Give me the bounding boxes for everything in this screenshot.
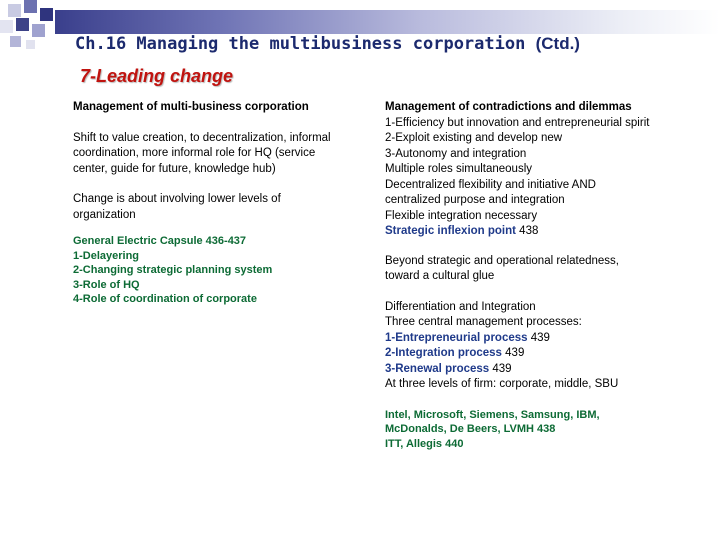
left-heading: Management of multi-business corporation xyxy=(73,101,309,113)
list-item: 4-Role of coordination of corporate xyxy=(73,293,257,305)
process-label: 2-Integration process xyxy=(385,347,502,359)
list-item: 3-Autonomy and integration xyxy=(385,147,527,160)
list-item: Flexible integration necessary xyxy=(385,209,538,222)
deco-square xyxy=(32,24,45,37)
deco-square xyxy=(40,8,53,21)
slide-title-text: Ch.16 Managing the multibusiness corporation xyxy=(75,34,526,54)
slide-title-suffix: (Ctd.) xyxy=(535,34,580,53)
deco-square xyxy=(10,36,21,47)
text-line: Change is about involving lower levels of xyxy=(73,193,281,205)
list-item: 1-Delayering xyxy=(73,249,140,262)
process-page: 439 xyxy=(489,362,512,375)
text-line: toward a cultural glue xyxy=(385,270,495,282)
process-item xyxy=(385,346,705,362)
text-line: organization xyxy=(73,208,136,221)
process-page: 439 xyxy=(527,331,550,344)
text-line: Beyond strategic and operational relatedness, xyxy=(385,254,619,267)
text-line: Differentiation and Integration xyxy=(385,300,536,313)
strategic-inflexion-page: 438 xyxy=(515,225,539,237)
slide-title xyxy=(75,34,580,54)
text-line: center, guide for future, knowledge hub) xyxy=(73,162,276,175)
strategic-inflexion-label: Strategic inflexion point xyxy=(385,225,516,237)
list-item: 1-Efficiency but innovation and entrepreneurial spirit xyxy=(385,116,650,129)
companies-list xyxy=(385,408,705,452)
left-paragraph-2 xyxy=(73,192,363,223)
list-item: 2-Exploit existing and develop new xyxy=(385,132,563,144)
left-paragraph-1 xyxy=(73,131,363,178)
list-item: General Electric Capsule 436-437 xyxy=(73,235,247,247)
processes-paragraph xyxy=(385,300,705,393)
list-item: 2-Changing strategic planning system xyxy=(73,264,273,276)
list-item: Multiple roles simultaneously xyxy=(385,163,533,175)
text-line: At three levels of firm: corporate, middle, SBU xyxy=(385,378,619,390)
list-item: Decentralized flexibility and initiative AND xyxy=(385,178,596,191)
process-label: 3-Renewal process xyxy=(385,362,490,375)
deco-square xyxy=(8,4,21,17)
text-line: coordination, more informal role for HQ (service xyxy=(73,147,316,159)
list-item: ITT, Allegis 440 xyxy=(385,437,464,450)
beyond-paragraph xyxy=(385,254,705,285)
process-item xyxy=(385,331,705,347)
deco-square xyxy=(16,18,29,31)
slide-subtitle: 7-Leading change xyxy=(80,66,234,86)
dilemmas-list xyxy=(385,116,705,240)
left-column xyxy=(73,100,363,307)
strategic-inflexion-line xyxy=(385,224,705,240)
deco-square xyxy=(0,20,13,33)
process-page: 439 xyxy=(501,347,525,359)
right-heading: Management of contradictions and dilemmas xyxy=(385,101,632,113)
text-line: Shift to value creation, to decentralization, informal xyxy=(73,131,331,144)
header-gradient-band xyxy=(55,10,720,34)
deco-square xyxy=(26,40,35,49)
process-label: 1-Entrepreneurial process xyxy=(385,331,528,344)
list-item: 3-Role of HQ xyxy=(73,278,140,291)
ge-capsule-list xyxy=(73,234,363,307)
right-column xyxy=(385,100,705,451)
list-item: Intel, Microsoft, Siemens, Samsung, IBM, xyxy=(385,408,600,421)
process-item xyxy=(385,362,705,378)
list-item: centralized purpose and integration xyxy=(385,194,565,206)
text-line: Three central management processes: xyxy=(385,316,582,328)
deco-square xyxy=(24,0,37,13)
list-item: McDonalds, De Beers, LVMH 438 xyxy=(385,423,556,435)
